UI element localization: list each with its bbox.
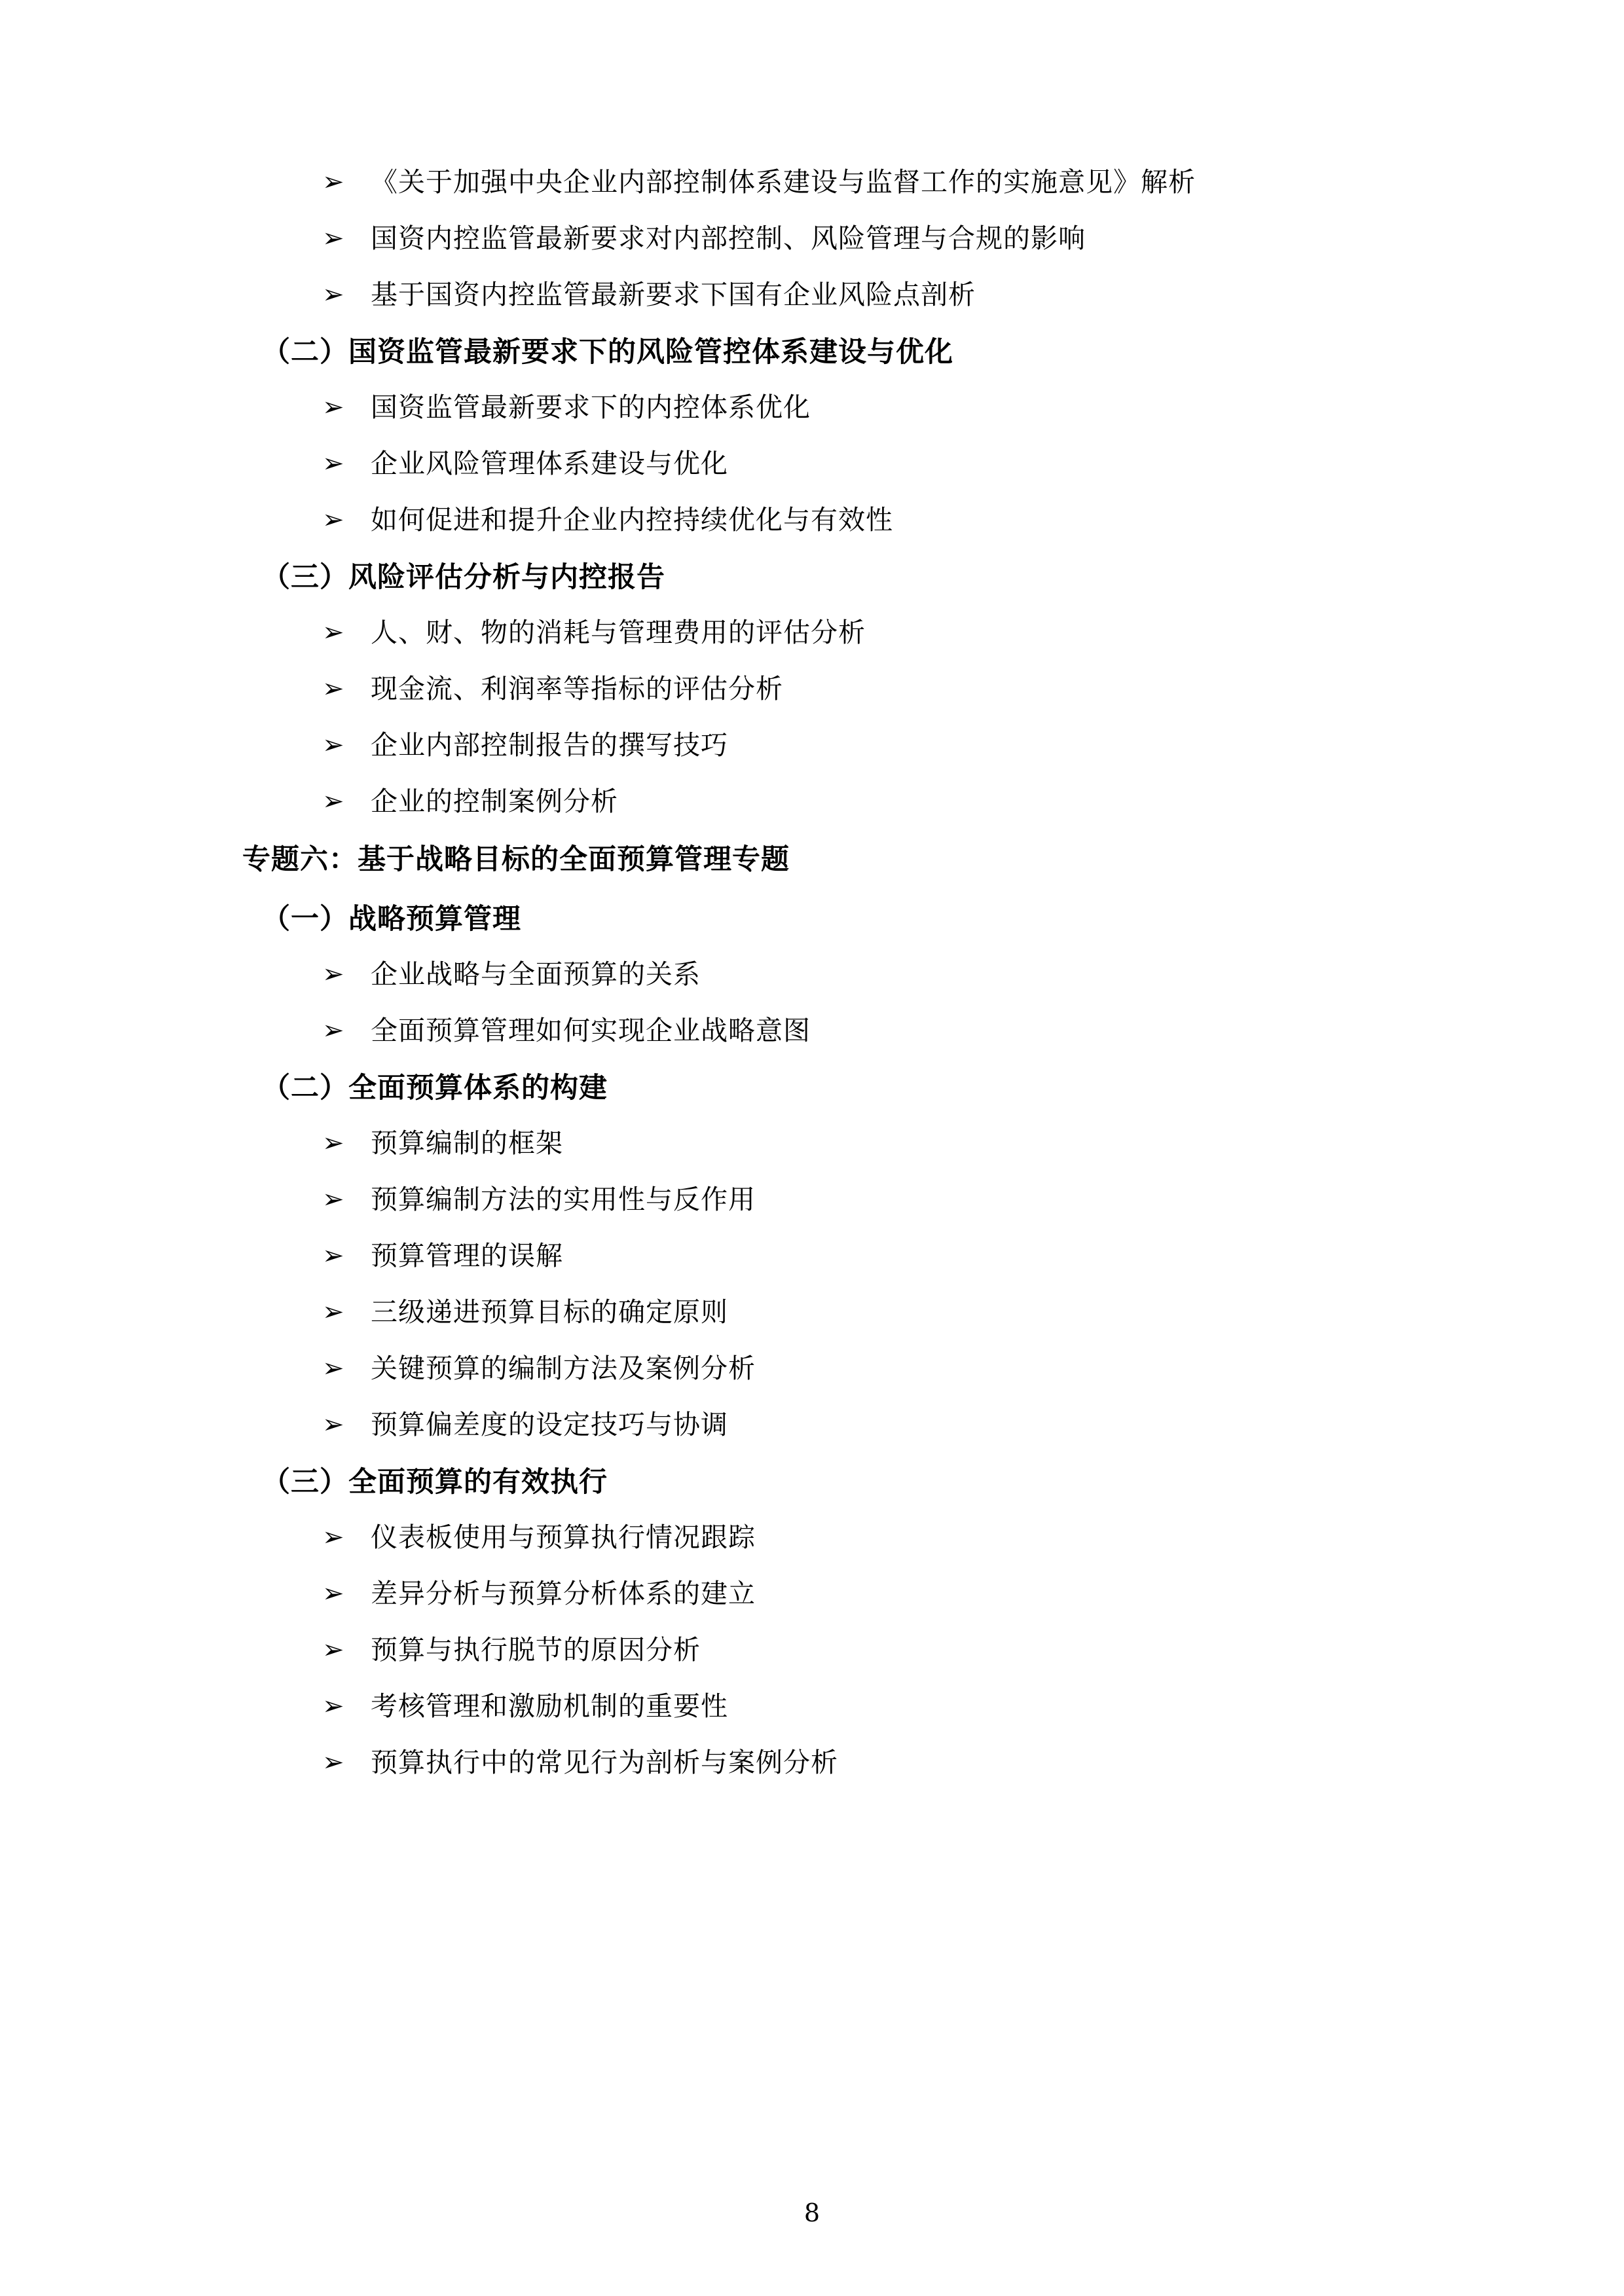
list-item-label: 全面预算管理如何实现企业战略意图 — [371, 1015, 811, 1046]
arrow-bullet-icon: ➢ — [322, 505, 344, 535]
list-item-label: 基于国资内控监管最新要求下国有企业风险点剖析 — [371, 279, 976, 310]
list-item-label: 如何促进和提升企业内控持续优化与有效性 — [371, 504, 893, 536]
list-item-label: 预算与执行脱节的原因分析 — [371, 1634, 701, 1666]
section-subheading: （二）全面预算体系的构建 — [262, 1072, 608, 1104]
list-item-label: 现金流、利润率等指标的评估分析 — [371, 673, 783, 704]
arrow-bullet-icon: ➢ — [322, 1297, 344, 1327]
list-item — [262, 783, 1473, 820]
arrow-bullet-icon: ➢ — [322, 392, 344, 422]
list-item-label: 预算偏差度的设定技巧与协调 — [371, 1409, 728, 1440]
list-item-label: 国资内控监管最新要求对内部控制、风险管理与合规的影响 — [371, 223, 1086, 254]
arrow-bullet-icon: ➢ — [322, 617, 344, 647]
list-item-label: 企业风险管理体系建设与优化 — [371, 448, 728, 479]
arrow-bullet-icon: ➢ — [322, 1578, 344, 1609]
arrow-bullet-icon: ➢ — [322, 1410, 344, 1440]
list-item-label: 预算编制方法的实用性与反作用 — [371, 1184, 756, 1215]
list-item — [262, 1631, 1473, 1668]
list-item — [262, 220, 1473, 257]
section-subheading: （一）战略预算管理 — [262, 903, 521, 936]
list-item — [262, 1575, 1473, 1612]
arrow-bullet-icon: ➢ — [322, 1128, 344, 1158]
list-item — [262, 1688, 1473, 1724]
list-item — [262, 1519, 1473, 1556]
list-item — [262, 1237, 1473, 1274]
arrow-bullet-icon: ➢ — [322, 1241, 344, 1271]
arrow-bullet-icon: ➢ — [322, 1353, 344, 1383]
arrow-bullet-icon: ➢ — [322, 1184, 344, 1214]
list-item — [262, 1406, 1473, 1443]
list-item-label: 三级递进预算目标的确定原则 — [371, 1296, 728, 1328]
page-number: 8 — [803, 2198, 821, 2227]
list-item-label: 人、财、物的消耗与管理费用的评估分析 — [371, 617, 866, 648]
list-item — [262, 501, 1473, 538]
list-item — [262, 614, 1473, 651]
list-item-label: 企业内部控制报告的撰写技巧 — [371, 729, 728, 761]
list-item — [262, 670, 1473, 707]
list-item — [262, 956, 1473, 993]
section-subheading: （三）全面预算的有效执行 — [262, 1466, 608, 1499]
arrow-bullet-icon: ➢ — [322, 730, 344, 760]
arrow-bullet-icon: ➢ — [322, 786, 344, 816]
list-item — [262, 389, 1473, 426]
arrow-bullet-icon: ➢ — [322, 280, 344, 310]
list-item-label: 仪表板使用与预算执行情况跟踪 — [371, 1522, 756, 1553]
list-item — [262, 1350, 1473, 1387]
arrow-bullet-icon: ➢ — [322, 1522, 344, 1552]
arrow-bullet-icon: ➢ — [322, 167, 344, 197]
list-item — [262, 164, 1473, 200]
arrow-bullet-icon: ➢ — [322, 1691, 344, 1721]
list-item — [262, 1181, 1473, 1218]
arrow-bullet-icon: ➢ — [322, 1635, 344, 1665]
list-item-label: 企业战略与全面预算的关系 — [371, 958, 701, 990]
list-item — [262, 276, 1473, 313]
list-item — [262, 445, 1473, 482]
list-item-label: 国资监管最新要求下的内控体系优化 — [371, 392, 811, 423]
section-heading: 专题六：基于战略目标的全面预算管理专题 — [242, 843, 790, 876]
section-subheading: （三）风险评估分析与内控报告 — [262, 561, 665, 594]
arrow-bullet-icon: ➢ — [322, 674, 344, 704]
list-item-label: 《关于加强中央企业内部控制体系建设与监督工作的实施意见》解析 — [371, 166, 1196, 198]
list-item-label: 关键预算的编制方法及案例分析 — [371, 1353, 756, 1384]
list-item — [262, 727, 1473, 763]
arrow-bullet-icon: ➢ — [322, 1747, 344, 1777]
list-item-label: 差异分析与预算分析体系的建立 — [371, 1578, 756, 1609]
list-item — [262, 1744, 1473, 1781]
arrow-bullet-icon: ➢ — [322, 1015, 344, 1046]
list-item-label: 预算编制的框架 — [371, 1127, 563, 1159]
list-item-label: 预算管理的误解 — [371, 1240, 563, 1271]
list-item-label: 考核管理和激励机制的重要性 — [371, 1690, 728, 1722]
arrow-bullet-icon: ➢ — [322, 448, 344, 479]
list-item — [262, 1125, 1473, 1161]
list-item-label: 企业的控制案例分析 — [371, 786, 618, 817]
section-subheading: （二）国资监管最新要求下的风险管控体系建设与优化 — [262, 336, 953, 369]
document-body — [242, 164, 1473, 1781]
arrow-bullet-icon: ➢ — [322, 223, 344, 253]
list-item — [262, 1294, 1473, 1330]
arrow-bullet-icon: ➢ — [322, 959, 344, 989]
list-item-label: 预算执行中的常见行为剖析与案例分析 — [371, 1747, 838, 1778]
list-item — [262, 1012, 1473, 1049]
